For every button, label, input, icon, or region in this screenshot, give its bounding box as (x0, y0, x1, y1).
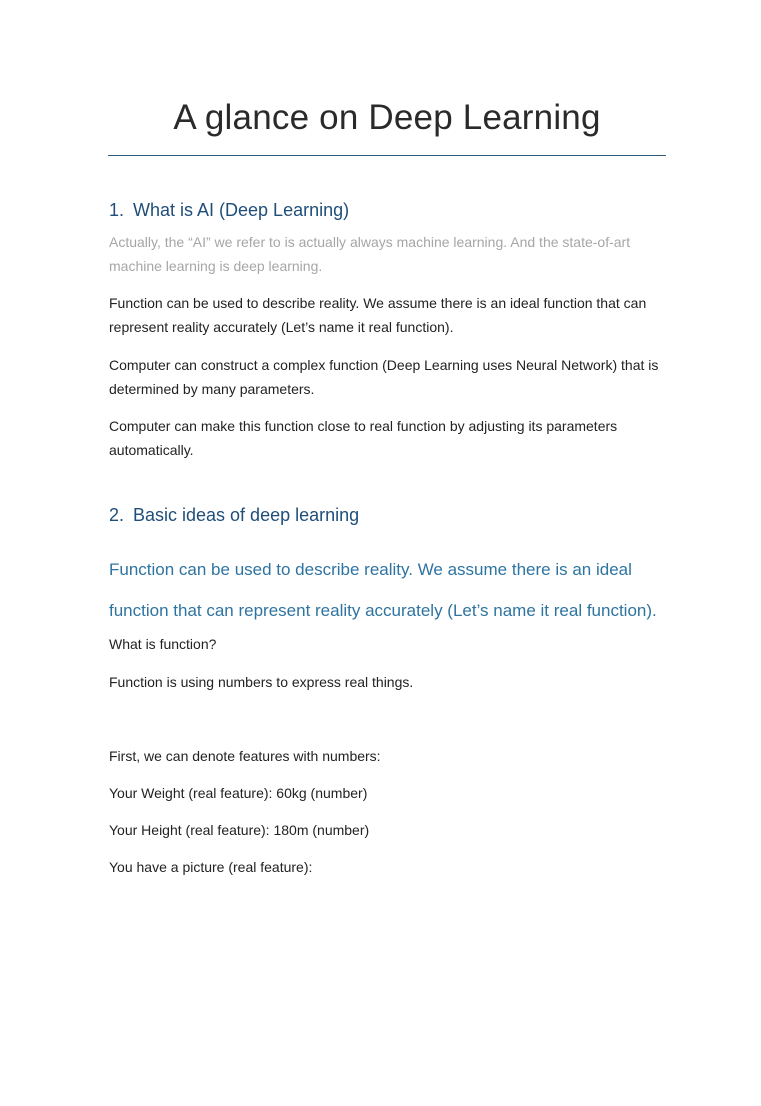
section-2-line-1: What is function? (109, 636, 217, 652)
section-1-paragraph-2: Computer can construct a complex function (Deep Learning uses Neural Network) that is determined by many parameters. (109, 357, 659, 397)
section-1-intro: Actually, the “AI” we refer to is actually always machine learning. And the state-of-art machine learning is deep learning. (109, 234, 631, 274)
title-divider (108, 155, 666, 156)
section-2-line-3: First, we can denote features with numbers: (109, 748, 381, 764)
section-2-line-2: Function is using numbers to express real things. (109, 674, 414, 690)
section-2-title: Basic ideas of deep learning (133, 505, 360, 525)
section-1-paragraph-1: Function can be used to describe reality. We assume there is an ideal function that can represent reality accurately (Let’s name it real function). (109, 295, 647, 335)
section-2-line-4: Your Weight (real feature): 60kg (number) (109, 785, 368, 801)
section-1-number: 1. (109, 200, 125, 220)
section-2-subheading: Function can be used to describe reality. We assume there is an ideal function that can represent reality accurately (Let’s name it real function). (109, 560, 657, 620)
section-2-number: 2. (109, 505, 125, 525)
section-1-title: What is AI (Deep Learning) (133, 200, 350, 220)
section-2-heading (109, 503, 359, 527)
section-1-heading (109, 198, 349, 222)
section-1-paragraph-3: Computer can make this function close to real function by adjusting its parameters automatically. (109, 418, 618, 458)
section-2-line-5: Your Height (real feature): 180m (number) (109, 822, 370, 838)
document-title: A glance on Deep Learning (173, 98, 601, 137)
section-2-line-6: You have a picture (real feature): (109, 859, 313, 875)
